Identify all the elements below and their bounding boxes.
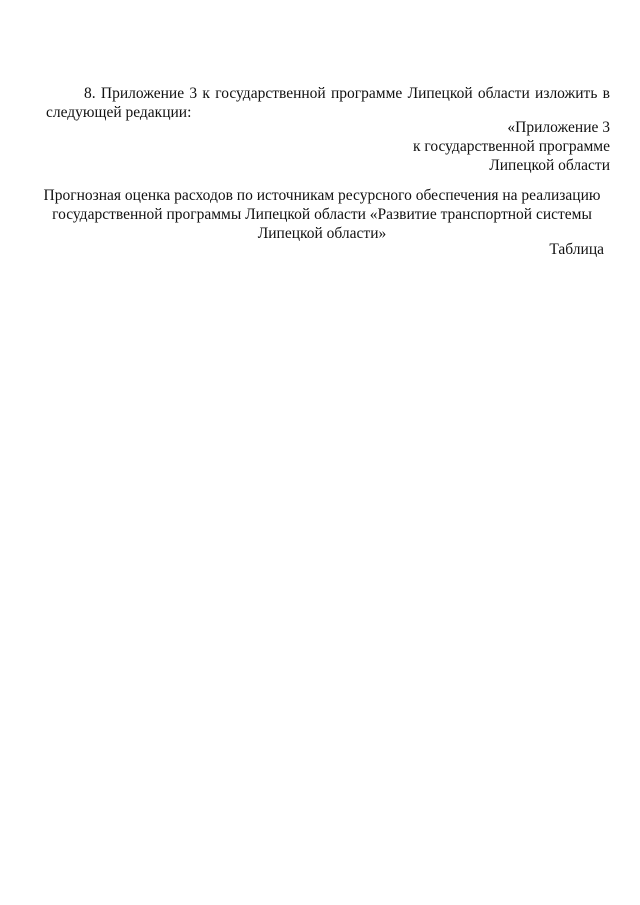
heading-line-2: государственной программы Липецкой области «Развитие транспортной системы (52, 206, 592, 223)
amendment-paragraph: 8. Приложение 3 к государственной программе Липецкой области изложить в следующей редакции: (46, 85, 610, 121)
appendix-line-2: к государственной программе (412, 138, 610, 155)
appendix-line-1: «Приложение 3 (507, 119, 610, 136)
table-label: Таблица (549, 241, 604, 258)
appendix-line-3: Липецкой области (489, 157, 610, 174)
heading-line-1: Прогнозная оценка расходов по источникам ресурсного обеспечения на реализацию (43, 187, 601, 204)
heading-line-3: Липецкой области» (257, 225, 387, 242)
document-heading (40, 186, 604, 243)
appendix-header (310, 118, 610, 175)
